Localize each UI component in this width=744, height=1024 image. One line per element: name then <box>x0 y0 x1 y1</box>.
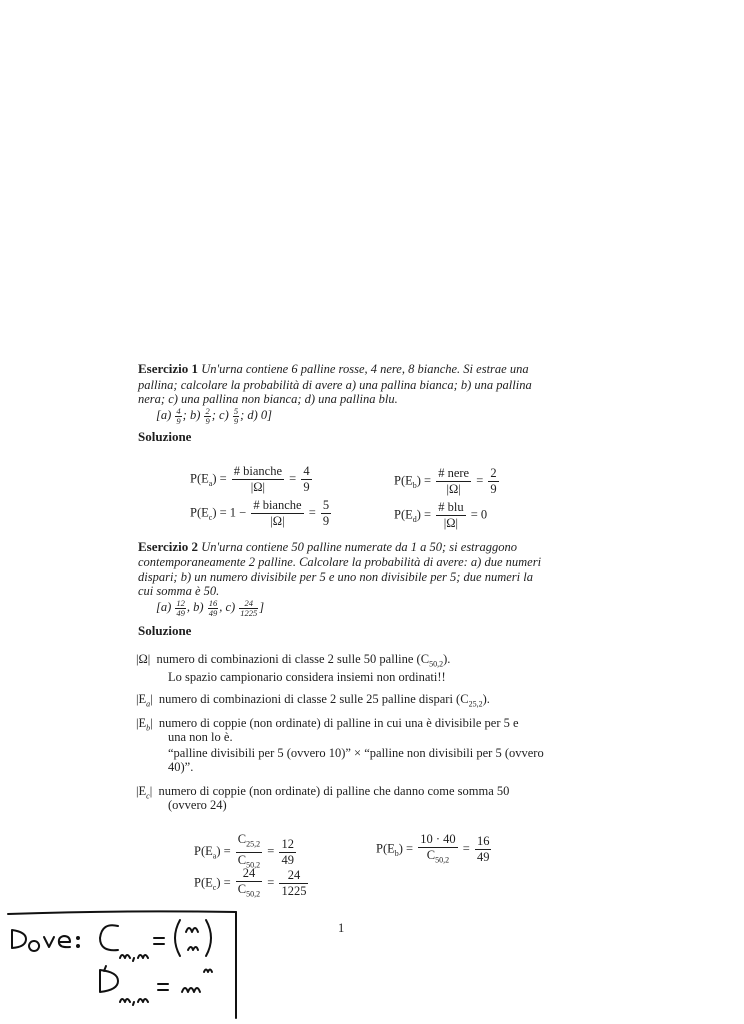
note-letter-e <box>59 936 70 947</box>
note-letter-d <box>12 930 26 948</box>
exercise-2-answer: [a) $\frac{12}{49}$ , b) $\frac{16}{49}$ , c) $\frac{24}{1225}$ ] <box>156 597 265 618</box>
exercise-1-line-2: pallina; calcolare la probabilità di avere a) una pallina bianca; b) una pallina <box>138 378 532 392</box>
answer-fraction: $\frac{5}{9}$ <box>233 405 239 426</box>
answer-fraction: $\frac{16}{49}$ <box>208 597 218 618</box>
exercise-2-line-4: cui somma è 50. <box>138 584 220 598</box>
exercise-1-label: Esercizio 1 <box>138 361 199 376</box>
note-box-top-line <box>8 911 236 914</box>
note-subscript-m-m <box>120 955 148 961</box>
ec-definition-line-2: (ovvero 24) <box>168 798 227 812</box>
note-base-m <box>182 988 200 992</box>
note-paren-left <box>175 920 180 956</box>
note-exponent-m <box>204 970 212 973</box>
answer-fraction: $\frac{4}{9}$ <box>176 405 181 426</box>
ec-definition: $|E_c|$ numero di coppie (non ordinate) di palline che danno come somma 50 <box>136 784 510 801</box>
exercise-1-answer: [a) $\frac{4}{9}$ ; b) $\frac{2}{9}$ ; c) $\frac{5}{9}$ ; d) 0] <box>156 405 273 426</box>
eb-definition-line-4: 40)”. <box>168 760 194 774</box>
exercise-2-line-3: dispari; b) un numero divisibile per 5 e uno non divisibile per 5; due numeri la <box>138 570 533 584</box>
solution-1-title: Soluzione <box>138 429 192 444</box>
formula2-p-eb: $P(E_b)$ = $\frac{10 \cdot 40}{C_{50,2}}$ = $\frac{16}{49}$ <box>376 832 490 865</box>
note-subscript-m-m-2 <box>120 999 148 1005</box>
exercise-1-line-3: nera; c) una pallina non bianca; d) una pallina blu. <box>138 392 398 406</box>
page-number: 1 <box>338 921 345 935</box>
answer-fraction: $\frac{12}{49}$ <box>176 597 185 618</box>
exercise-2-text: Un'urna contiene 50 palline numerate da 1 a 50; si estraggono <box>201 540 518 554</box>
formula-p-ed: $P(E_d)$ = $\frac{\text{\# blu}}{|\Omega|}$ = 0 <box>394 500 488 530</box>
eb-definition-line-2: una non lo è. <box>168 730 233 744</box>
formula2-p-ec: $P(E_c)$ = $\frac{24}{C_{50,2}}$ = $\frac{24}{1225}$ <box>194 866 307 899</box>
formula-p-eb: $P(E_b)$ = $\frac{\text{\# nere}}{|\Omega|}$ = $\frac{2}{9}$ <box>394 466 497 496</box>
note-letter-d-prime <box>100 970 118 992</box>
eb-definition-line-3: “palline divisibili per 5 (ovvero 10)” × “palline non divisibili per 5 (ovvero <box>168 746 544 760</box>
omega-note: Lo spazio campionario considera insiemi non ordinati!! <box>168 670 446 684</box>
answer-fraction: $\frac{24}{1225}$ <box>240 597 258 618</box>
note-binom-bottom-m <box>188 947 198 950</box>
note-paren-right <box>206 920 211 956</box>
formula2-p-ea: $P(E_a)$ = $\frac{C_{25,2}}{C_{50,2}}$ = $\frac{12}{49}$ <box>194 832 294 869</box>
answer-fraction: $\frac{2}{9}$ <box>205 405 210 426</box>
note-letter-v <box>44 937 54 947</box>
note-letter-o <box>29 941 39 951</box>
solution-2-title: Soluzione <box>138 623 192 638</box>
omega-definition: |Ω| numero di combinazioni di classe 2 sulle 50 palline $(C_{50,2})$. <box>136 652 451 669</box>
exercise-2-label: Esercizio 2 <box>138 539 199 554</box>
exercise-2-line-2: contemporaneamente 2 palline. Calcolare la probabilità di avere: a) due numeri <box>138 555 542 569</box>
ea-definition: $|E_a|$ numero di combinazioni di classe 2 sulle 25 palline dispari $(C_{25,2})$. <box>136 692 490 709</box>
note-binom-top-m <box>186 928 198 932</box>
formula-p-ec: $P(E_c) = 1$ − $\frac{\text{\# bianche}}{|\Omega|}$ = $\frac{5}{9}$ <box>190 498 330 528</box>
formula-p-ea: $P(E_a)$ = $\frac{\text{\# bianche}}{|\Omega|}$ = $\frac{4}{9}$ <box>190 464 310 494</box>
eb-definition: $|E_b|$ numero di coppie (non ordinate) di palline in cui una è divisibile per 5 e <box>136 716 519 733</box>
note-equals-2 <box>158 984 168 990</box>
note-letter-c <box>100 925 118 950</box>
note-equals <box>154 938 164 944</box>
exercise-1-text: Un'urna contiene 6 palline rosse, 4 nere, 8 bianche. Si estrae una <box>201 362 529 376</box>
